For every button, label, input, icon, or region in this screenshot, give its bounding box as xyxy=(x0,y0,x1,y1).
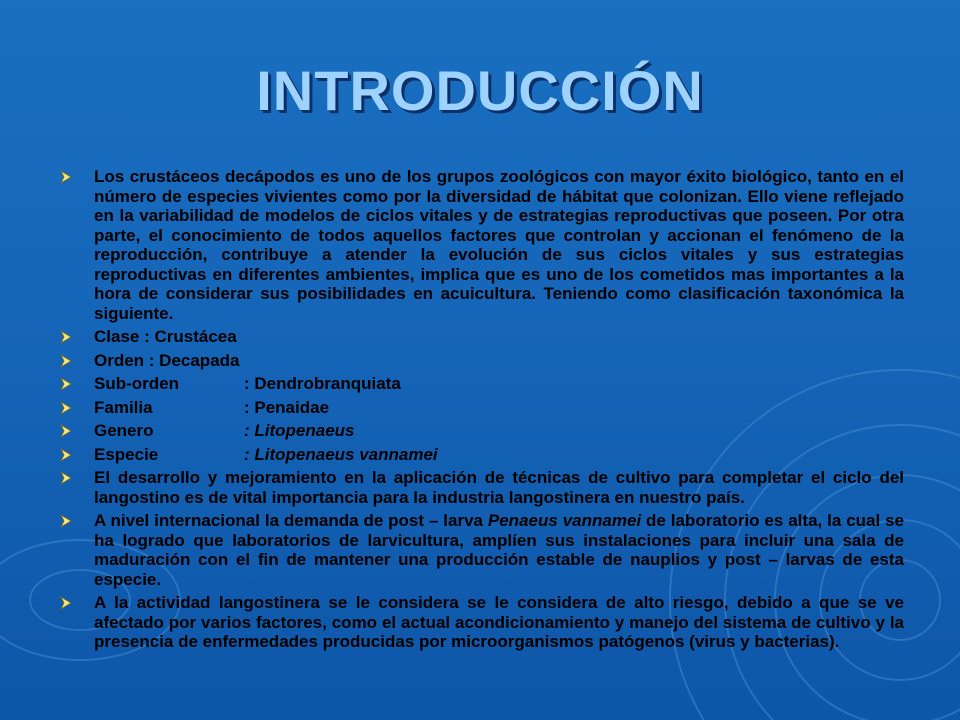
clase-line: Clase : Crustácea xyxy=(94,327,237,346)
list-item xyxy=(58,167,904,323)
list-item xyxy=(58,593,904,652)
arrow-bullet-icon xyxy=(58,595,74,611)
arrow-bullet-icon xyxy=(58,376,74,392)
desarrollo-paragraph: El desarrollo y mejoramiento en la aplicación de técnicas de cultivo para completar el ciclo del langostino es de vital importancia para la industria langostinera en nuestro país. xyxy=(94,468,904,507)
list-item xyxy=(58,421,904,441)
list-item xyxy=(58,445,904,465)
list-item xyxy=(58,398,904,418)
species-name-italic: Penaeus vannamei xyxy=(487,511,642,530)
arrow-bullet-icon xyxy=(58,470,74,486)
especie-label: Especie xyxy=(94,444,159,464)
bullet-list xyxy=(58,167,904,656)
arrow-bullet-icon xyxy=(58,400,74,416)
list-item xyxy=(58,468,904,507)
arrow-bullet-icon xyxy=(58,423,74,439)
arrow-bullet-icon xyxy=(58,329,74,345)
nivel-text-a: A nivel internacional la demanda de post – larva xyxy=(94,511,488,530)
nivel-paragraph xyxy=(94,511,904,589)
arrow-bullet-icon xyxy=(58,353,74,369)
familia-label: Familia xyxy=(94,397,153,417)
suborden-label: Sub-orden xyxy=(94,374,179,393)
arrow-bullet-icon xyxy=(58,169,74,185)
genero-value: : Litopenaeus xyxy=(244,421,355,440)
orden-line: Orden : Decapada xyxy=(94,350,240,370)
genero-label: Genero xyxy=(94,421,154,440)
actividad-paragraph: A la actividad langostinera se le considera se le considera de alto riesgo, debido a que se ve afectado por varios factores, como el actual acondicionamiento y manejo del sistema de cultivo y la presencia de enfermedades producidas por microorganismos patógenos (virus y bacterias). xyxy=(94,593,904,651)
intro-paragraph: Los crustáceos decápodos es uno de los grupos zoológicos con mayor éxito biológico, tanto en el número de especies vivientes como por la diversidad de hábitat que colonizan. Ello viene reflejado en la variabilidad de modelos de ciclos vitales y de estrategias reproductivas que poseen. Por otra parte, el conocimiento de todos aquellos factores que controlan y accionan el fenómeno de la reproducción, contribuye a atender la evolución de sus ciclos vitales y sus estrategias reproductivas en diferentes ambientes, implica que es uno de los cometidos mas importantes a la hora de considerar sus posibilidades en acuicultura. Teniendo como clasificación taxonómica la siguiente. xyxy=(94,167,904,323)
especie-value: : Litopenaeus vannamei xyxy=(244,444,438,464)
nivel-text-b: de laboratorio es alta, la cual se ha logrado que laboratorios de larvicultura, amplíen sus instalaciones para incluir una sala de maduración con el fin de mantener una producción estable de nauplios y post – larvas de esta especie. xyxy=(94,511,905,589)
familia-value: : Penaidae xyxy=(244,397,330,417)
suborden-value: : Dendrobranquiata xyxy=(244,374,401,393)
slide-title: INTRODUCCIÓN xyxy=(256,59,704,122)
list-item xyxy=(58,327,904,347)
list-item xyxy=(58,374,904,394)
list-item xyxy=(58,351,904,371)
arrow-bullet-icon xyxy=(58,447,74,463)
arrow-bullet-icon xyxy=(58,513,74,529)
list-item xyxy=(58,511,904,589)
